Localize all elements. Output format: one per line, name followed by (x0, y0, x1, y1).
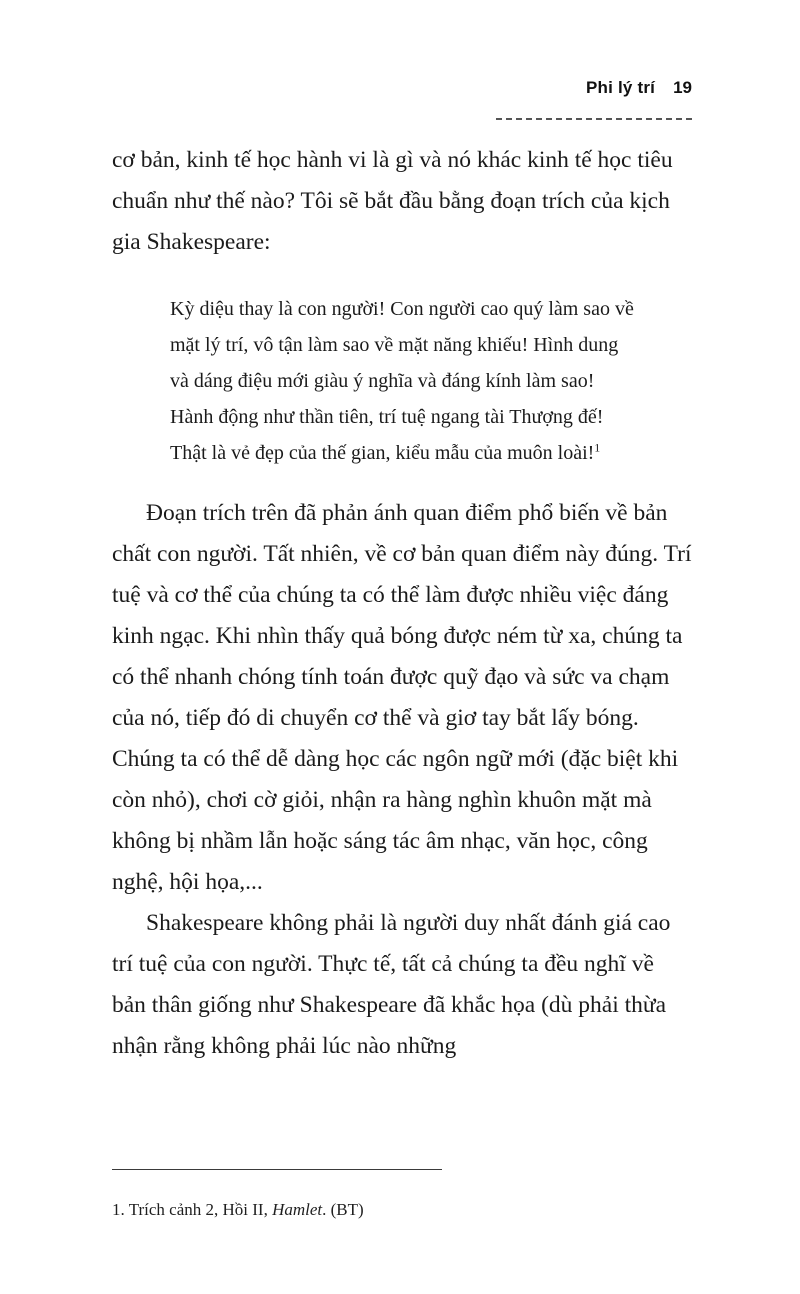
running-head (586, 78, 692, 98)
page-number: 19 (673, 78, 692, 97)
paragraph-2: Đoạn trích trên đã phản ánh quan điểm phổ biến về bản chất con người. Tất nhiên, về cơ bản quan điểm này đúng. Trí tuệ và cơ thể của chúng ta có thể làm được nhiều việc đáng kinh ngạc. Khi nhìn thấy quả bóng được ném từ xa, chúng ta có thể nhanh chóng tính toán được quỹ đạo và sức va chạm của nó, tiếp đó di chuyển cơ thể và giơ tay bắt lấy bóng. Chúng ta có thể dễ dàng học các ngôn ngữ mới (đặc biệt khi còn nhỏ), chơi cờ giỏi, nhận ra hàng nghìn khuôn mặt mà không bị nhầm lẫn hoặc sáng tác âm nhạc, văn học, công nghệ, hội họa,... (112, 500, 692, 895)
book-title: Phi lý trí (586, 78, 656, 97)
footnote-title: Hamlet (272, 1200, 323, 1219)
paragraph-1: cơ bản, kinh tế học hành vi là gì và nó khác kinh tế học tiêu chuẩn như thế nào? Tôi sẽ bắt đầu bằng đoạn trích của kịch gia Shakespeare: (112, 147, 673, 255)
paragraph-3: Shakespeare không phải là người duy nhất đánh giá cao trí tuệ của con người. Thực tế, tất cả chúng ta đều nghĩ về bản thân giống như Shakespeare đã khắc họa (dù phải thừa nhận rằng không phải lúc nào những (112, 910, 671, 1059)
page-body (112, 140, 692, 1067)
footnote-text: 1. Trích cảnh 2, Hồi II, (112, 1200, 273, 1219)
footnote-marker: 1 (594, 440, 601, 455)
block-quote (170, 291, 640, 471)
quote-text: Kỳ diệu thay là con người! Con người cao quý làm sao về mặt lý trí, vô tận làm sao về mặt năng khiếu! Hình dung và dáng điệu mới giàu ý nghĩa và đáng kính làm sao! Hành động như thần tiên, trí tuệ ngang tài Thượng đế! Thật là vẻ đẹp của thế gian, kiểu mẫu của muôn loài! (170, 298, 634, 464)
footnote-tail: . (BT) (322, 1200, 364, 1219)
footnote (112, 1196, 692, 1224)
header-divider (496, 118, 692, 120)
footnote-divider (112, 1169, 442, 1170)
paragraph-spacer (112, 471, 692, 493)
